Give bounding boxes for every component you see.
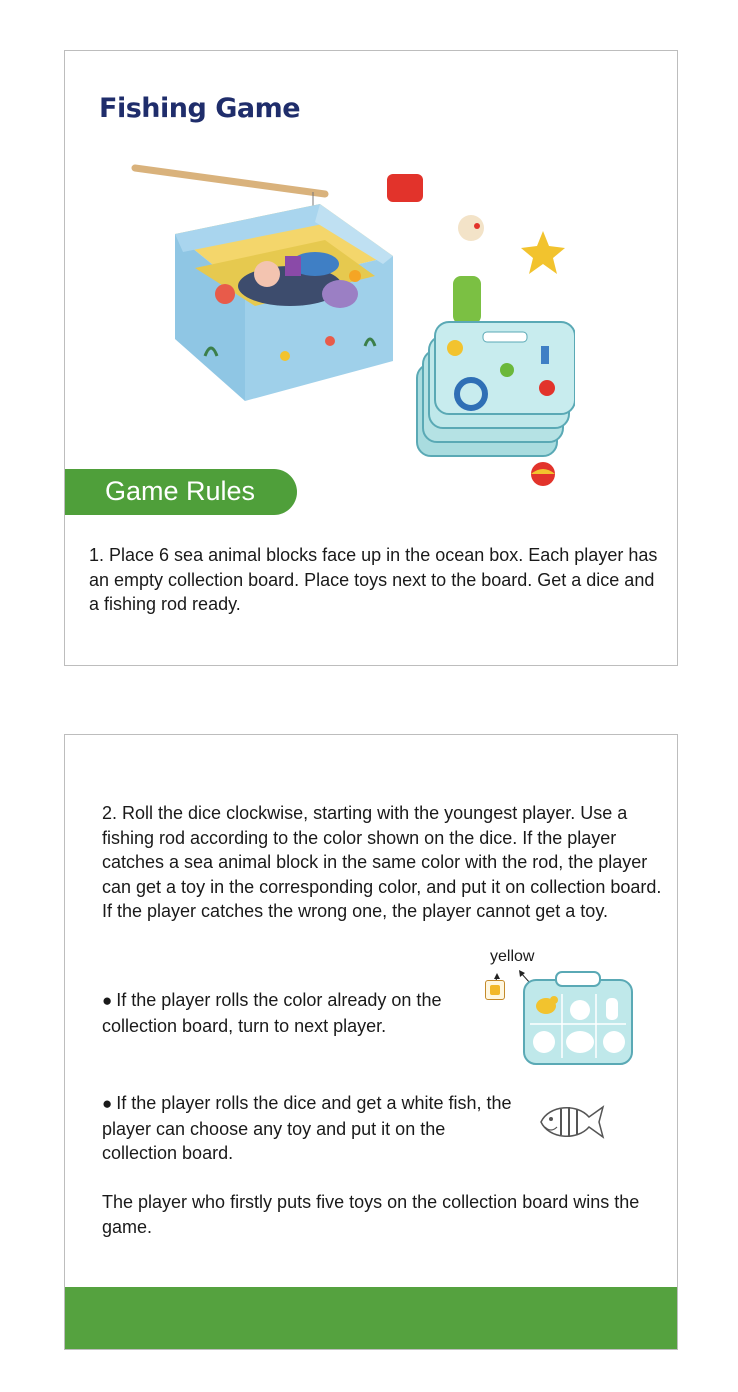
ocean-box [175, 204, 393, 401]
dice [458, 215, 484, 241]
fishing-rod [135, 168, 325, 194]
collection-board-icon [522, 970, 634, 1066]
rule-1-text: 1. Place 6 sea animal blocks face up in the ocean box. Each player has an empty collection board. Place toys next to the board. Get a dice and a fishing rod ready. [89, 545, 658, 614]
white-fish-dice-icon [535, 1099, 607, 1145]
collection-boards [417, 322, 575, 456]
crab-block [387, 174, 423, 202]
bullet-dot: ● [102, 1094, 113, 1113]
rule-2-text: 2. Roll the dice clockwise, starting with the youngest player. Use a fishing rod according to the color shown on the dice. If the player catches a sea animal block in the same color with the rod, the player can get a toy in the corresponding color, and put it on collection board. If the player catches the wrong one, the player cannot get a toy. [102, 803, 662, 921]
footer-bar [65, 1287, 677, 1349]
yellow-swatch-icon [485, 980, 505, 1000]
rules-panel [64, 734, 678, 1350]
intro-panel [64, 50, 678, 666]
game-title: Fishing Game [99, 93, 301, 124]
bullet-2-text: If the player rolls the dice and get a white fish, the player can choose any toy and put it on the collection board. [102, 1093, 512, 1163]
bullet-dot: ● [102, 991, 113, 1010]
bullet-1-text: If the player rolls the color already on the collection board, turn to next player. [102, 990, 442, 1036]
bullet-2 [102, 1091, 522, 1166]
win-condition-text: The player who firstly puts five toys on the collection board wins the game. [102, 1192, 640, 1237]
game-rules-banner [65, 469, 297, 515]
starfish-block [521, 231, 565, 274]
game-rules-label: Game Rules [105, 476, 256, 506]
seahorse-block [453, 276, 481, 324]
yellow-label: yellow [490, 948, 535, 965]
product-illustration [125, 156, 575, 501]
bullet-1 [102, 988, 497, 1038]
